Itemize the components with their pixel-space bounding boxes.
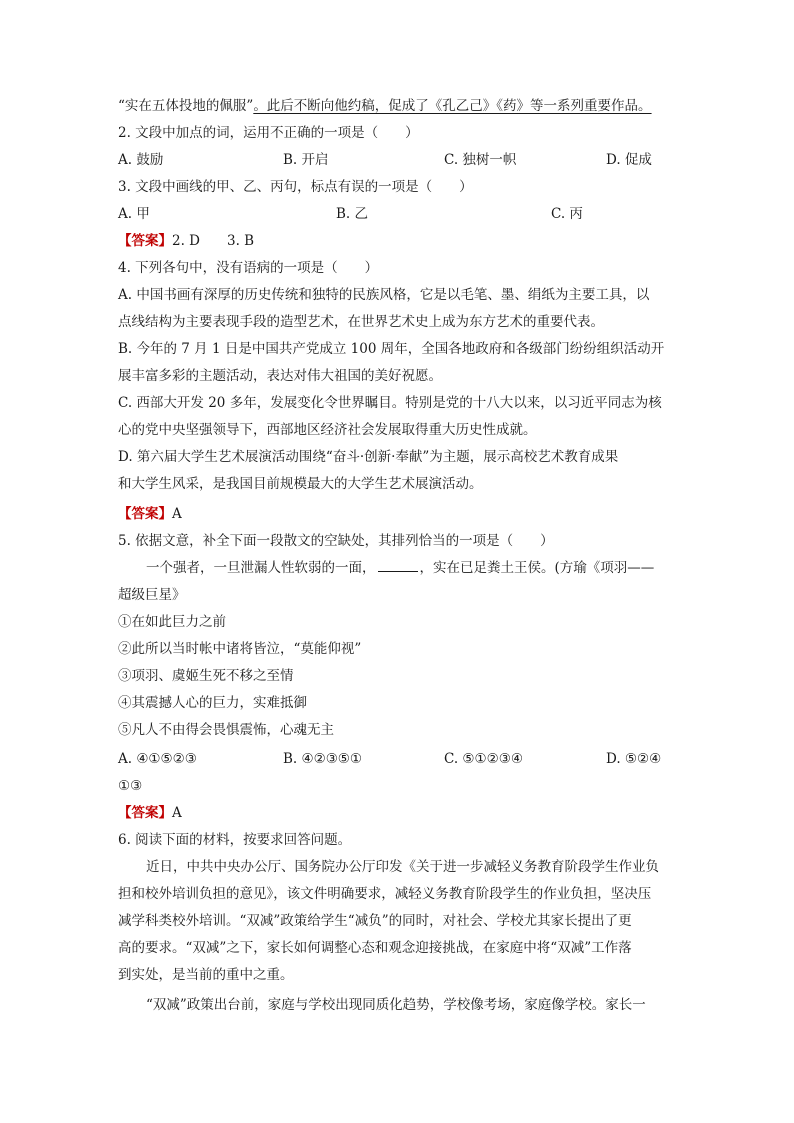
q5-option-d: D. ⑤②④ xyxy=(606,751,662,767)
q2-option-a: A. 鼓励 xyxy=(118,152,164,168)
q4-option-a-line2: 点线结构为主要表现手段的造型艺术，在世界艺术史上成为东方艺术的重要代表。 xyxy=(118,314,604,330)
answer-label: 【答案】 xyxy=(118,506,172,522)
answer-text: A xyxy=(172,506,182,522)
q5-option-c: C. ⑤①②③④ xyxy=(444,751,523,767)
q2-option-b: B. 开启 xyxy=(283,152,329,168)
question-2-stem: 2. 文段中加点的词，运用不正确的一项是（ ） xyxy=(118,125,419,141)
question-3-stem: 3. 文段中画线的甲、乙、丙句，标点有误的一项是（ ） xyxy=(118,179,473,195)
q6-para-line5: 到实处，是当前的重中之重。 xyxy=(118,967,294,983)
passage-tail-line xyxy=(118,97,652,115)
q3-option-a: A. 甲 xyxy=(118,206,150,222)
answer-text: A xyxy=(172,805,182,821)
q3-option-c: C. 丙 xyxy=(551,206,583,222)
q5-item-4: ④其震撼人心的巨力，实难抵御 xyxy=(118,695,307,711)
q6-para-line2: 担和校外培训负担的意见》，该文件明确要求，减轻义务教育阶段学生的作业负担，坚决压 xyxy=(118,886,652,902)
q4-option-b-line2: 展丰富多彩的主题活动，表达对伟大祖国的美好祝愿。 xyxy=(118,368,442,384)
q6-para-line1: 近日，中共中央办公厅、国务院办公厅印发《关于进一步减轻义务教育阶段学生作业负 xyxy=(146,859,659,875)
q2-option-d: D. 促成 xyxy=(606,152,652,168)
question-6-stem: 6. 阅读下面的材料，按要求回答问题。 xyxy=(118,832,352,848)
q5-option-a: A. ④①⑤②③ xyxy=(118,751,197,767)
q4-option-c-line1: C. 西部大开发 20 多年，发展变化令世界瞩目。特别是党的十八大以来，以习近平同志为核 xyxy=(118,395,662,411)
answer-5 xyxy=(118,804,182,822)
q5-item-3: ③项羽、虞姬生死不移之至情 xyxy=(118,668,294,684)
q5-option-b: B. ④②③⑤① xyxy=(283,751,363,767)
fill-blank xyxy=(378,559,418,572)
q5-passage-part1: 一个强者，一旦泄漏人性软弱的一面， xyxy=(146,560,376,576)
question-5-stem: 5. 依据文意，补全下面一段散文的空缺处，其排列恰当的一项是（ ） xyxy=(118,533,554,549)
q6-para2-line1: “双减”政策出台前，家庭与学校出现同质化趋势，学校像考场，家庭像学校。家长一 xyxy=(146,997,646,1013)
q5-item-1: ①在如此巨力之前 xyxy=(118,614,226,630)
q5-passage-part2: ，实在已足粪土王侯。(方瑜《项羽—— xyxy=(419,560,655,576)
q6-para-line3: 减学科类校外培训。“双减”政策给学生“减负”的同时，对社会、学校尤其家长提出了更 xyxy=(118,913,632,929)
q2-option-c: C. 独树一帜 xyxy=(444,152,517,168)
question-4-stem: 4. 下列各句中，没有语病的一项是（ ） xyxy=(118,260,379,276)
q3-option-b: B. 乙 xyxy=(336,206,369,222)
q5-passage-line2: 超级巨星》 xyxy=(118,587,186,603)
q4-option-c-line2: 心的党中央坚强领导下，西部地区经济社会发展取得重大历史性成就。 xyxy=(118,422,537,438)
q6-para-line4: 高的要求。“双减”之下，家长如何调整心态和观念迎接挑战，在家庭中将“双减”工作落 xyxy=(118,940,632,956)
quoted-phrase: “实在五体投地的佩服” xyxy=(118,98,254,114)
q5-passage-line1 xyxy=(146,559,654,577)
answer-label: 【答案】 xyxy=(118,233,172,249)
answer-2-3 xyxy=(118,232,254,250)
q5-item-2: ②此所以当时帐中诸将皆泣，“莫能仰视” xyxy=(118,641,362,657)
answer-text: 2. D 3. B xyxy=(172,233,255,249)
q4-option-b-line1: B. 今年的 7 月 1 日是中国共产党成立 100 周年，全国各地政府和各级部门纷纷组织活动开 xyxy=(118,341,665,357)
underlined-sentence: 。此后不断向他约稿，促成了《孔乙己》《药》等一系列重要作品。 xyxy=(253,98,652,114)
answer-label: 【答案】 xyxy=(118,805,172,821)
answer-4 xyxy=(118,505,182,523)
q5-item-5: ⑤凡人不由得会畏惧震怖，心魂无主 xyxy=(118,722,334,738)
q4-option-d-line2: 和大学生风采，是我国目前规模最大的大学生艺术展演活动。 xyxy=(118,476,483,492)
q4-option-d-line1: D. 第六届大学生艺术展演活动围绕“奋斗·创新·奉献”为主题，展示高校艺术教育成果 xyxy=(118,449,619,465)
q5-option-d-wrap: ①③ xyxy=(118,778,143,794)
q4-option-a-line1: A. 中国书画有深厚的历史传统和独特的民族风格，它是以毛笔、墨、绢纸为主要工具，以 xyxy=(118,287,650,303)
